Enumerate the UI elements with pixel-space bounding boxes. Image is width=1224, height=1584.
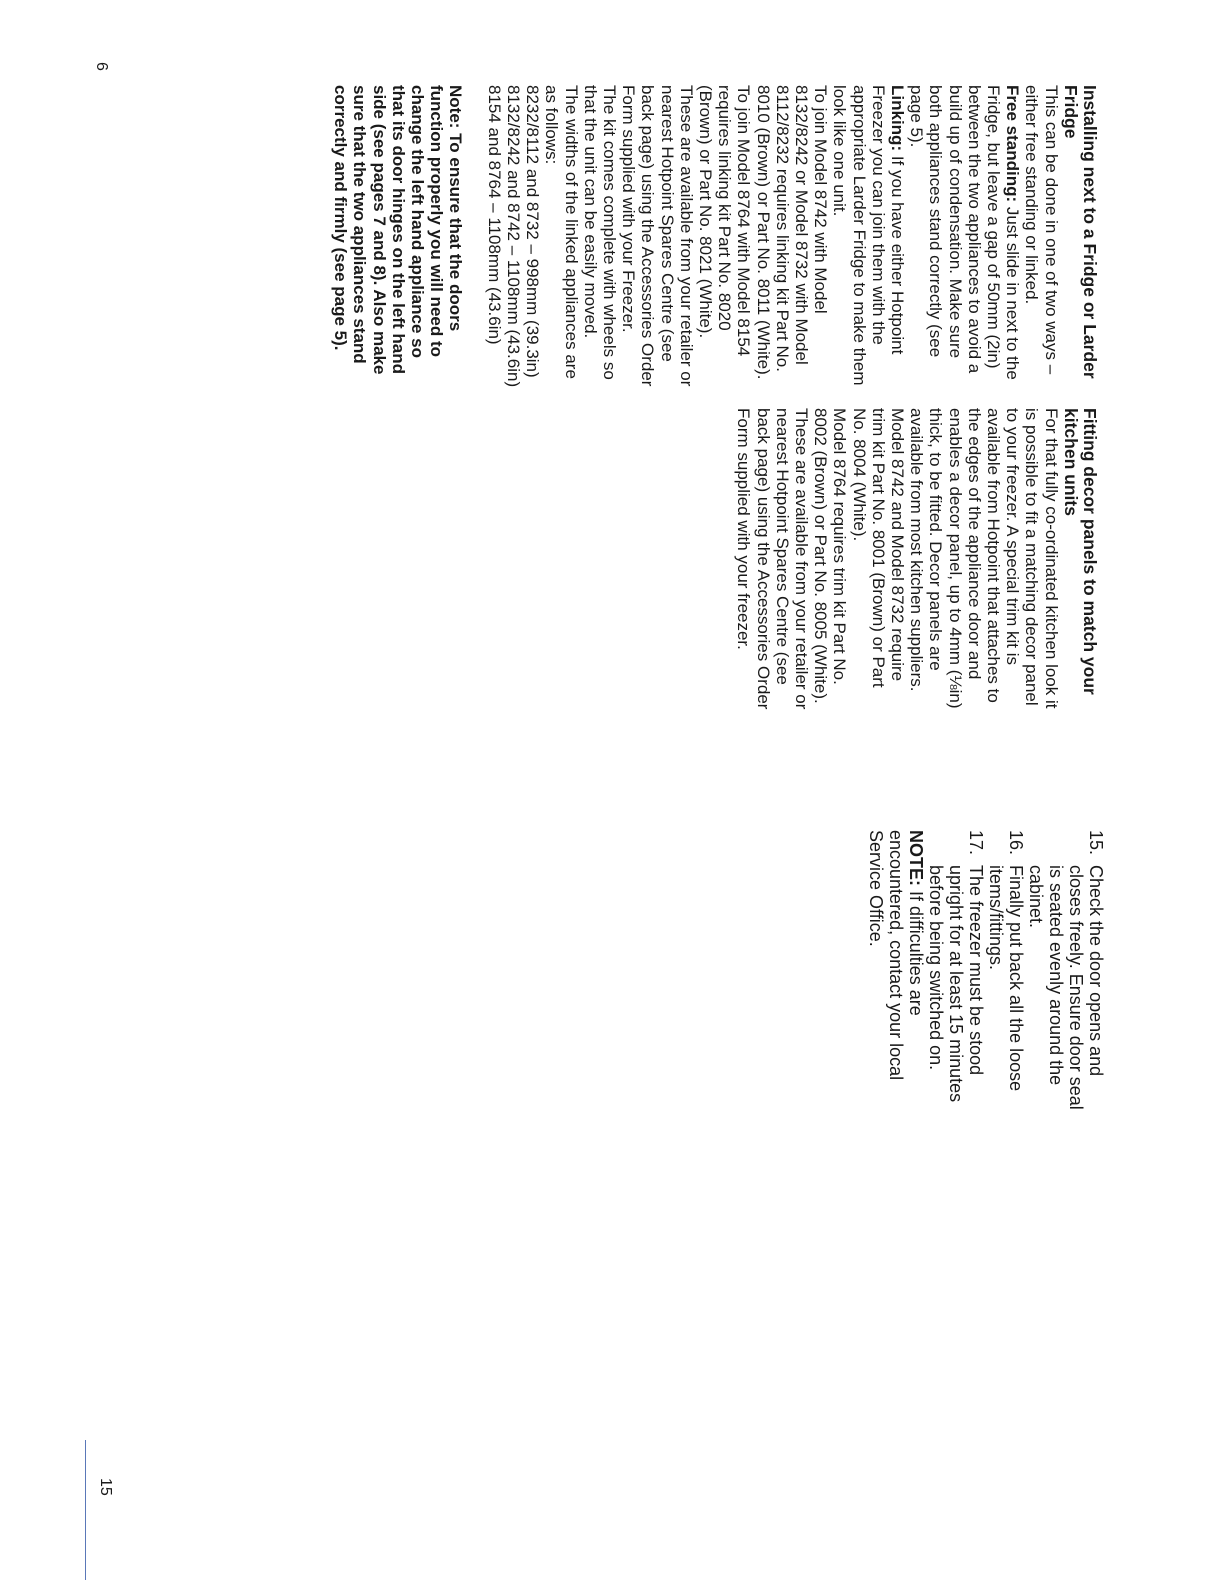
step-item — [1026, 830, 1106, 1110]
widths-intro: The widths of the linked appliances are as follows: — [542, 85, 581, 379]
service-note — [866, 830, 926, 1110]
trim-kit-8001: Model 8742 and Model 8732 require trim kit Part No. 8001 (Brown) or Part No. 8004 (White). — [849, 408, 907, 688]
page-number-left: 6 — [93, 62, 110, 71]
width-line-1: 8232/8112 and 8732 – 998mm (39.3in) — [523, 85, 543, 378]
intro-text: This can be done in one of two ways – either free standing or linked. — [1022, 85, 1061, 375]
step-text: The freezer must be stood upright for at least 15 minutes before being switched on. — [926, 865, 986, 1103]
doors-note: Note: To ensure that the doors function properly you will need to change the left hand appliance so that its door hinges on the left hand side (see pages 7 and 8). Also make sure that the two appliances stand correctly and firmly (see page 5). — [331, 85, 466, 375]
step-item — [926, 830, 986, 1110]
width-line-2: 8132/8242 and 8742 – 1108mm (43.6in) — [503, 85, 523, 388]
availability-text: These are available from your retailer or nearest Hotpoint Spares Centre (see back page) using the Accessories Order Form supplied with your Freezer. — [619, 85, 696, 387]
heading-installing: Installing next to a Fridge or Larder Fridge — [1060, 85, 1100, 379]
free-standing-label: Free standing: — [1003, 85, 1023, 203]
heading-decor-panels: Fitting decor panels to match your kitchen units — [1060, 408, 1100, 695]
step-list — [926, 830, 1106, 1110]
note-label: NOTE: — [906, 830, 926, 886]
linking-kit-8010: To join Model 8742 with Model 8132/8242 or Model 8732 with Model 8112/8232 requires linking kit Part No. 8010 (Brown) or Part No. 8011 (White). — [753, 85, 831, 380]
step-number: 16. — [1006, 830, 1026, 856]
step-item — [986, 830, 1026, 1110]
linking-paragraph — [830, 85, 907, 390]
note-text: If difficulties are encountered, contact your local Service Office. — [866, 830, 926, 1081]
step-text: Finally put back all the loose items/fittings. — [986, 865, 1026, 1092]
decor-availability: These are available from your retailer or nearest Hotpoint Spares Centre (see back page) using the Accessories Order Form supplied with your freezer. — [734, 408, 811, 710]
width-line-3: 8154 and 8764 – 1108mm (43.6in) — [484, 85, 504, 345]
bottom-right-rule — [85, 1440, 86, 1580]
free-standing-text: Just slide in next to the Fridge, but leave a gap of 50mm (2in) between the two appliances to avoid a build up of condensation. Make sure both appliances stand correctly (see page 5). — [907, 85, 1023, 380]
linking-text: If you have either Hotpoint Freezer you can join them with the appropriate Larder Fridge to make them look like one unit. — [830, 85, 907, 386]
step-number: 17. — [966, 830, 986, 856]
column-decor-panels — [734, 408, 1099, 713]
decor-intro: For that fully co-ordinated kitchen look it is possible to fit a matching decor panel to your freezer. A special trim kit is available from Hotpoint that attaches to the edges of the appliance door and enables a decor panel, up to 4mm (⅛in) thick, to be fitted. Decor panels are available from most kitchen suppliers. — [907, 408, 1061, 709]
free-standing-paragraph — [907, 85, 1022, 390]
step-text: Check the door opens and closes freely. Ensure door seal is seated evenly around the cabinet. — [1026, 865, 1106, 1110]
kit-wheels-text: The kit comes complete with wheels so that the unit can be easily moved. — [580, 85, 619, 380]
step-number: 15. — [1086, 830, 1106, 856]
linking-label: Linking: — [887, 85, 907, 152]
trim-kit-8002: Model 8764 requires trim kit Part No. 8002 (Brown) or Part No. 8005 (White). — [811, 408, 850, 704]
page-number-right: 15 — [97, 1478, 114, 1496]
column-installing-next-to-fridge — [331, 85, 1099, 390]
column-final-steps — [866, 830, 1106, 1110]
linking-kit-8020: To join Model 8764 with Model 8154 requires linking kit Part No. 8020 (Brown) or Part No. 8021 (White). — [695, 85, 754, 357]
